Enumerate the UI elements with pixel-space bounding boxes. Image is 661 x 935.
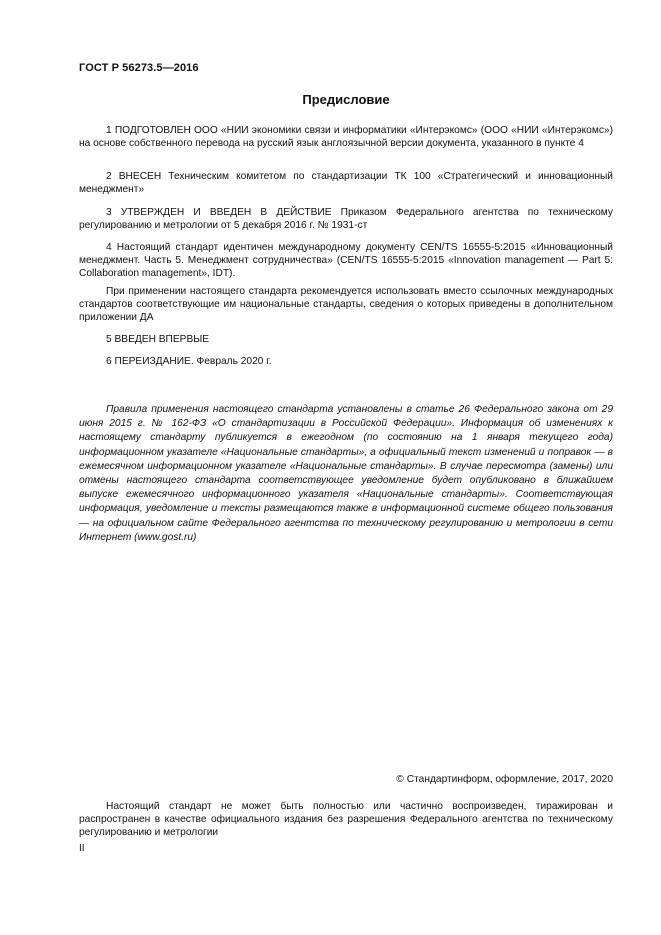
preface-item-3: 3 УТВЕРЖДЕН И ВВЕДЕН В ДЕЙСТВИЕ Приказом Федерального агентства по техническому регулированию и метрологии от 5 декабря 2016 г. № 1931-ст — [79, 207, 613, 231]
reprint-restriction: Настоящий стандарт не может быть полностью или частично воспроизведен, тиражирован и распространен в качестве официального издания без разрешения Федерального агентства по техническому регулированию и метрологии — [79, 801, 613, 838]
preface-item-4: 4 Настоящий стандарт идентичен международному документу CEN/TS 16555-5:2015 «Инновационный менеджмент. Часть 5. Менеджмент сотрудничества» (CEN/TS 16555-5:2015 «Innovation management — Part 5: Collaboration management», IDT). — [79, 242, 613, 279]
preface-title: Предисловие — [302, 92, 390, 107]
preface-item-4-note: При применении настоящего стандарта рекомендуется использовать вместо ссылочных международных стандартов соответствующие им национальные стандарты, сведения о которых приведены в дополнительном приложении ДА — [79, 286, 613, 323]
preface-item-5: 5 ВВЕДЕН ВПЕРВЫЕ — [106, 334, 210, 345]
legal-notice: Правила применения настоящего стандарта установлены в статье 26 Федерального закона от 29 июня 2015 г. № 162-ФЗ «О стандартизации в Российской Федерации». Информация об изменениях к настоящему стандарту публикуется в ежегодном (по состоянию на 1 января текущего года) информационном указателе «Национальные стандарты», а официальный текст изменений и поправок — в ежемесячном информационном указателе «Национальные стандарты». В случае пересмотра (замены) или отмены настоящего стандарта соответствующее уведомление будет опубликовано в ближайшем выпуске ежемесячного информационного указателя «Национальные стандарты». Соответствующая информация, уведомление и тексты размещаются также в информационной системе общего пользования — на официальном сайте Федерального агентства по техническому регулированию и метрологии в сети Интернет (www.gost.ru) — [79, 404, 613, 543]
copyright-line: © Стандартинформ, оформление, 2017, 2020 — [396, 774, 613, 785]
document-code: ГОСТ Р 56273.5—2016 — [79, 62, 199, 74]
preface-item-6: 6 ПЕРЕИЗДАНИЕ. Февраль 2020 г. — [106, 356, 272, 367]
preface-item-2: 2 ВНЕСЕН Техническим комитетом по стандартизации ТК 100 «Стратегический и инновационный менеджмент» — [79, 171, 613, 195]
page-number: II — [79, 843, 85, 854]
preface-item-1: 1 ПОДГОТОВЛЕН ООО «НИИ экономики связи и информатики «Интерэкомс» (ООО «НИИ «Интерэкомс») на основе собственного перевода на русский язык англоязычной версии документа, указанного в пункте 4 — [79, 125, 613, 149]
